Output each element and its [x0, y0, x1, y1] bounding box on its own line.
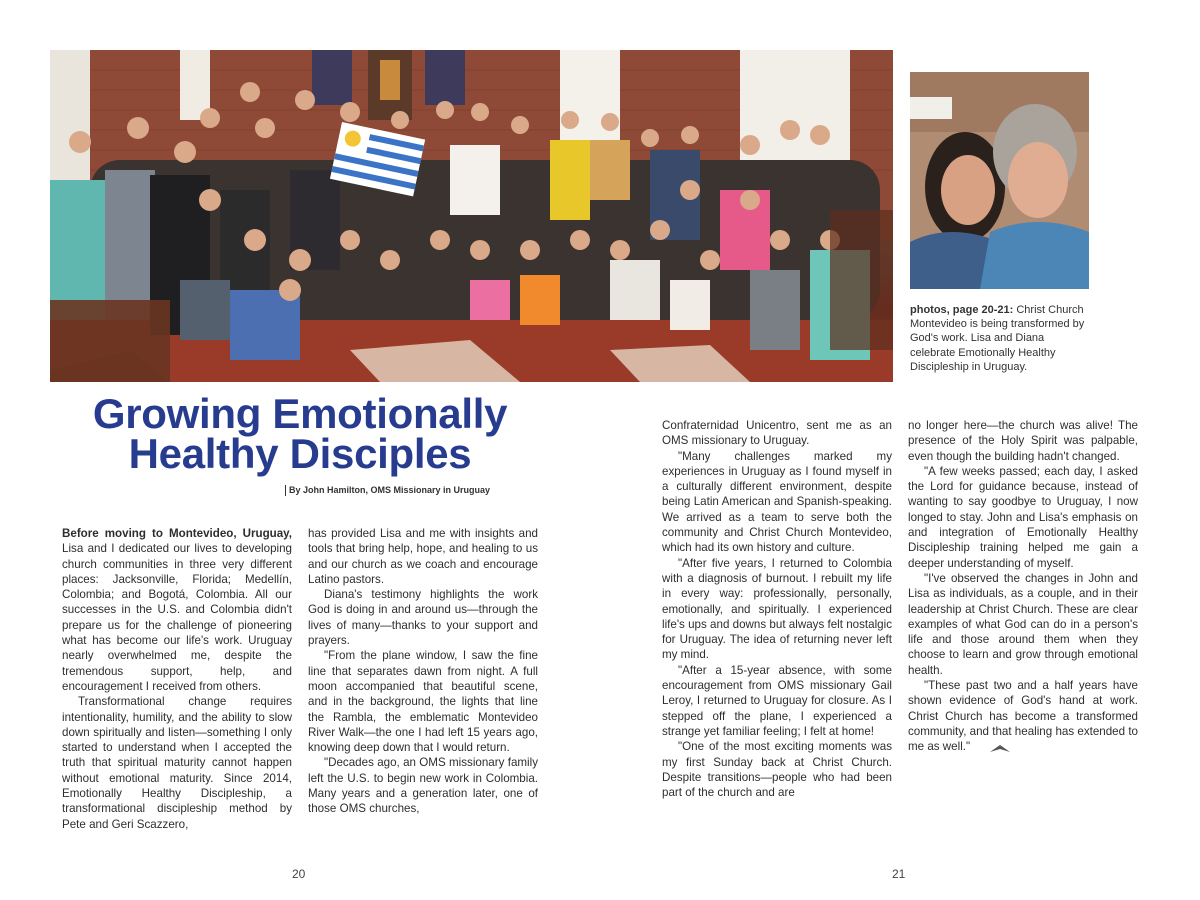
paragraph: no longer here—the church was alive! The presence of the Holy Spirit was palpable, even though the building hadn't changed.	[908, 419, 1138, 463]
paragraph	[908, 678, 1138, 754]
title-line-1: Growing Emotionally	[92, 390, 508, 437]
paragraph: "After five years, I returned to Colombia with a diagnosis of burnout. I rebuilt my life in every way: professionally, personally, emotionally, and spiritually. I experienced life's ups and downs but always felt nostalgic for Uruguay. The idea of returning never left my mind.	[662, 556, 892, 662]
paragraph-text: "These past two and a half years have shown evidence of God's hand at work. Christ Church has become a transformed community, and that healing has extended to me as well."	[908, 679, 1138, 754]
caption-text: Christ Church Montevideo is being transformed by God's work. Lisa and Diana celebrate Emotionally Healthy Discipleship in Uruguay.	[910, 304, 1085, 373]
paragraph: Confraternidad Unicentro, sent me as an OMS missionary to Uruguay.	[662, 419, 892, 448]
chevron-end-mark-icon	[974, 742, 994, 752]
paragraph	[62, 526, 292, 694]
selfie-photo-illustration	[910, 72, 1089, 289]
page-number-left: 20	[292, 867, 306, 881]
article-title	[50, 390, 550, 477]
group-photo-illustration	[50, 50, 893, 382]
article-column-4	[908, 418, 1138, 755]
selfie-photo	[910, 72, 1089, 289]
article-column-2	[308, 526, 538, 817]
paragraph: Diana's testimony highlights the work God is doing in and around us—through the lives of many—thanks to your support and prayers.	[308, 588, 538, 648]
paragraph: "After a 15-year absence, with some encouragement from OMS missionary Gail Leroy, I returned to Uruguay for closure. As I stepped off the plane, I experienced a strange yet familiar feeling; I felt at home!	[662, 663, 892, 738]
paragraph: "I've observed the changes in John and Lisa as individuals, as a couple, and in their leadership at Christ Church. These are clear examples of what God can do in a person's life and those around them when they choose to learn and grow through emotional health.	[908, 571, 1138, 677]
page-number-right: 21	[892, 867, 906, 881]
paragraph-text: Lisa and I dedicated our lives to developing church communities in three very different places: Jacksonville, Florida; Medellín, Colombia; and Bogotá, Colombia. All our successes in the U.S. and Colombia didn't prepare us for the challenge of pioneering what has become our life's work. Uruguay nearly overwhelmed me, despite the tremendous support, help, and encouragement I received from others.	[62, 542, 292, 693]
paragraph: "Many challenges marked my experiences in Uruguay as I found myself in a culturally different environment, despite being Latin American and Spanish-speaking. We arrived as a team to serve both the community and Christ Church Montevideo, which had its own history and culture.	[662, 449, 892, 555]
paragraph: "A few weeks passed; each day, I asked the Lord for guidance because, instead of wanting to say goodbye to Uruguay, I now longed to stay. John and Lisa's emphasis on and integration of Emotionally Healthy Discipleship training helped me gain a deeper understanding of myself.	[908, 464, 1138, 570]
group-photo	[50, 50, 893, 382]
photo-caption	[910, 303, 1090, 374]
paragraph: "One of the most exciting moments was my first Sunday back at Christ Church. Despite transitions—people who had been part of the church and are	[662, 740, 892, 800]
lead-in: Before moving to Montevideo, Uruguay,	[62, 527, 292, 540]
article-column-3	[662, 418, 892, 800]
article-column-1	[62, 526, 292, 832]
paragraph: "From the plane window, I saw the fine line that separates dawn from night. A full moon accompanied that beautiful scene, and in the background, the lights that line the Rambla, the emblematic Montevideo River Walk—the one I had left 15 years ago, knowing deep down that I would return.	[308, 649, 538, 755]
title-line-2: Healthy Disciples	[128, 430, 472, 477]
caption-label: photos, page 20-21:	[910, 304, 1014, 316]
paragraph: Transformational change requires intentionality, humility, and the ability to slow down spiritually and listen—something I only started to understand when I accepted the truth that spiritual maturity cannot happen without emotional maturity. Since 2014, Emotionally Healthy Discipleship, a transformational discipleship method by Pete and Geri Scazzero,	[62, 695, 292, 831]
paragraph: "Decades ago, an OMS missionary family left the U.S. to begin new work in Colombia. Many years and a generation later, one of those OMS churches,	[308, 756, 538, 816]
paragraph: has provided Lisa and me with insights and tools that bring help, hope, and healing to us and our church as we coach and encourage Latino pastors.	[308, 527, 538, 586]
byline: By John Hamilton, OMS Missionary in Uruguay	[285, 485, 490, 496]
